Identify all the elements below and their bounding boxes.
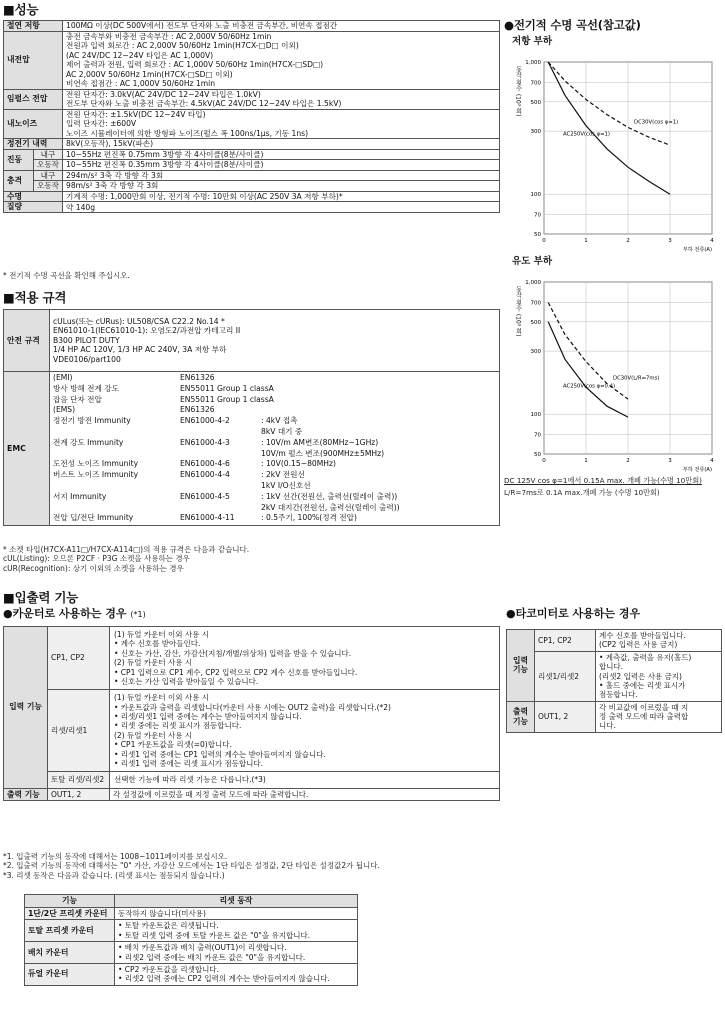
tacho-description	[596, 701, 722, 732]
spec-line: 충전 금속부와 비충전 금속부간 : AC 2,000V 50/60Hz 1min	[66, 31, 272, 41]
io-signal-name: 리셋/리셋1	[48, 690, 110, 772]
tacho-line: (CP2 입력은 사용 금지)	[599, 640, 678, 650]
io-line: (2) 듀얼 카운터 사용 시	[114, 730, 193, 740]
safety-line: EN61010-1(IEC61010-1): 오염도2/과전압 카테고리 II	[53, 326, 241, 336]
emc-name: (EMS)	[53, 405, 76, 415]
section-title-io: ■입출력 기능	[3, 590, 79, 605]
tacho-output-label: 출력 기능	[507, 701, 535, 732]
reset-line: • 토탈 카운트값은 리셋됩니다.	[118, 921, 219, 931]
spec-value: 10~55Hz 편진폭 0.75mm 3방향 각 4사이클(8분/사이클)	[63, 149, 500, 159]
tacho-table	[506, 629, 722, 733]
chart-xlabel: 부하 전류(A)	[682, 246, 712, 253]
chart-series-label: DC30V(cos φ=1)	[634, 119, 679, 126]
emc-row	[53, 513, 496, 524]
spec-line: 비연속 접점간 : AC 1,000V 50/60Hz 1min	[66, 79, 216, 89]
spec-value: 10~55Hz 편진폭 0.35mm 3방향 각 4사이클(8분/사이클)	[63, 160, 500, 170]
emc-standard	[180, 449, 261, 460]
spec-row	[4, 139, 500, 150]
emc-row	[53, 438, 496, 449]
emc-name: 방사 방해 전계 강도	[53, 383, 119, 393]
standards-table	[3, 309, 500, 526]
emc-value: : 1kV 선간(전원선, 출력선(릴레이 출력))	[261, 491, 398, 501]
emc-standard: EN61000-4-4	[180, 470, 230, 480]
io-signal-name: OUT1, 2	[48, 788, 110, 801]
emc-value: 2kV 대지간(전원선, 출력선(릴레이 출력))	[261, 502, 400, 512]
chart-ytick-label: 500	[530, 99, 541, 106]
emc-name: 정전기 방전 Immunity	[53, 416, 131, 426]
chart-ytick-label: 1,000	[525, 279, 541, 286]
tacho-line: 계수 신호를 받아들입니다.	[599, 631, 686, 640]
reset-table	[24, 894, 358, 986]
spec-line: 제어 출력과 전원, 입력 회로간 : AC 1,000V 50/60Hz 1min(H7CX-□SD□)	[66, 60, 324, 70]
spec-line: 8kV(오동작), 15kV(파손)	[66, 139, 154, 149]
reset-function: 1단/2단 프리셋 카운터	[25, 907, 115, 920]
counter-ref: (*1)	[130, 610, 146, 619]
chart-series-line	[548, 322, 628, 417]
io-line: (1) 듀얼 카운터 이외 사용 시	[114, 693, 209, 703]
spec-label: 충격	[4, 170, 34, 191]
emc-row	[53, 395, 496, 406]
reset-header-row	[25, 895, 358, 908]
chart-ytick-label: 700	[530, 300, 541, 307]
chart-xtick-label: 1	[584, 237, 588, 244]
io-line: • 계수 신호를 받아들인다.	[114, 639, 201, 649]
reset-line: • 리셋2 입력 중에는 CP2 입력의 계수는 받아들여지지 않습니다.	[118, 974, 330, 984]
chart-xtick-label: 1	[584, 457, 588, 464]
chart-section-title: ●전기적 수명 곡선(참고값)	[504, 18, 641, 32]
standards-notes	[3, 545, 249, 573]
emc-row	[53, 427, 496, 438]
tacho-line: • 계측값, 출력을 유지(홀드)	[599, 652, 692, 662]
chart-ytick-label: 100	[530, 192, 541, 199]
tacho-description	[596, 630, 722, 652]
emc-standard: EN61000-4-5	[180, 491, 230, 501]
spec-row	[4, 109, 500, 138]
io-line: • 신호는 가산 입력을 받아들일 수 있습니다.	[114, 676, 259, 686]
emc-name: 전압 딥/전단 Immunity	[53, 513, 134, 523]
emc-standard	[180, 503, 261, 514]
emc-name	[53, 427, 180, 438]
spec-line: AC 2,000V 50/60Hz 1min(H7CX-□SD□ 이외)	[66, 69, 233, 79]
spec-sublabel: 오동작	[34, 160, 63, 170]
io-line: (1) 듀얼 카운터 이외 사용 시	[114, 630, 209, 639]
io-line: • 카운트값과 출력을 리셋합니다(카운터 사용 시에는 OUT2 출력)을 리셋합니다.(*2)	[114, 702, 391, 712]
standards-note: cUR(Recognition): 상기 이외의 소켓을 사용하는 경우	[3, 563, 184, 573]
emc-name	[53, 503, 180, 514]
spec-label: 수명	[4, 191, 63, 202]
reset-line: • 배치 카운트값과 배치 출력(OUT1)이 리셋합니다.	[118, 943, 287, 953]
chart-title-resistive: 저항 부하	[512, 36, 553, 47]
emc-name: 서지 Immunity	[53, 491, 107, 501]
spec-label: 임펄스 전압	[4, 89, 63, 109]
tacho-line: 니다.	[599, 721, 616, 731]
tacho-signal-name: OUT1, 2	[535, 701, 596, 732]
tacho-line: • 홀드 중에는 리셋 표시가	[599, 680, 686, 690]
tacho-line: (리셋2 입력은 사용 금지)	[599, 671, 682, 681]
performance-table	[3, 20, 500, 213]
spec-line: 노이즈 시뮬레이터에 의한 방형파 노이즈(펄스 폭 100ns/1μs, 기동 1ns)	[66, 128, 309, 138]
emc-standard: EN55011 Group 1 classA	[180, 383, 274, 393]
emc-row	[53, 470, 496, 481]
chart-series-label: AC250V(cos φ=0.4)	[563, 383, 616, 390]
performance-note: * 전기적 수명 곡선을 확인해 주십시오.	[3, 271, 130, 280]
io-description	[110, 690, 500, 772]
counter-title	[3, 607, 146, 621]
spec-value	[63, 109, 500, 138]
emc-standard: EN61000-4-3	[180, 437, 230, 447]
chart-inductive-svg	[504, 268, 722, 480]
chart-xlabel: 부하 전류(A)	[682, 466, 712, 473]
emc-row	[53, 384, 496, 395]
spec-row	[4, 89, 500, 109]
spec-value: 294m/s² 3축 각 방향 각 3회	[63, 170, 500, 180]
chart-xtick-label: 4	[710, 457, 714, 464]
io-signal-name: 토탈 리셋/리셋2	[48, 772, 110, 788]
tacho-input-label: 입력 기능	[507, 630, 535, 702]
emc-value: 1kV I/O신호선	[261, 480, 311, 490]
output-function-label: 출력 기능	[4, 788, 48, 801]
chart-ytick-label: 50	[534, 231, 541, 238]
safety-label: 안전 규격	[4, 310, 50, 372]
spec-line: 전원 단자간: 3.0kV(AC 24V/DC 12~24V 타입은 1.0kV)	[66, 89, 261, 99]
tacho-line: 점등합니다.	[599, 690, 638, 700]
spec-line: 전원과 입력 회로간 : AC 2,000V 50/60Hz 1min(H7CX-□D□ 이외)	[66, 41, 299, 51]
emc-row	[53, 416, 496, 427]
emc-standard: EN55011 Group 1 classA	[180, 394, 274, 404]
io-note: *1. 입출력 기능의 동작에 대해서는 1008~1011페이지를 보십시오.	[3, 852, 228, 861]
counter-title-text: ●카운터로 사용하는 경우	[3, 607, 127, 620]
spec-sublabel: 오동작	[34, 181, 63, 191]
safety-line: VDE0106/part100	[53, 354, 121, 364]
tacho-row	[507, 701, 722, 732]
spec-line: 전도부 단자와 노출 비충전 금속부간: 4.5kV(AC 24V/DC 12~24V 타입은 1.5kV)	[66, 99, 342, 109]
chart-series-label: AC250V(cos φ=1)	[563, 131, 610, 138]
spec-line: (AC 24V/DC 12~24V 타입은 AC 1,000V)	[66, 50, 214, 60]
emc-standard: EN61326	[180, 405, 215, 415]
emc-value: : 2kV 전원선	[261, 470, 305, 480]
spec-row	[4, 170, 500, 180]
section-title-performance: ■성능	[3, 2, 39, 17]
emc-label: EMC	[4, 372, 50, 526]
chart-inductive	[504, 256, 722, 481]
tacho-title: ●타코미터로 사용하는 경우	[506, 607, 641, 620]
io-description: 각 설정값에 이르렀을 때 지정 출력 모드에 따라 출력합니다.	[110, 788, 500, 801]
chart-ytick-label: 100	[530, 412, 541, 419]
chart-xtick-label: 4	[710, 237, 714, 244]
reset-action	[115, 963, 358, 985]
chart-ytick-label: 70	[534, 432, 541, 439]
reset-line: 동작하지 않습니다(미사용)	[118, 908, 206, 918]
emc-value: 8kV 대기 중	[261, 426, 303, 436]
spec-row	[4, 160, 500, 170]
io-note: *2. 입출력 기능의 동작에 대해서는 "0" 가산, 가감산 모드에서는 1단 타입은 설정값, 2단 타입은 설정값2가 됩니다.	[3, 861, 380, 871]
spec-sublabel: 내구	[34, 170, 63, 180]
io-line: 선택한 기능에 따라 리셋 기능은 다릅니다.(*3)	[114, 775, 266, 785]
reset-function: 배치 카운터	[25, 942, 115, 964]
emc-row	[53, 405, 496, 416]
chart-ytick-label: 500	[530, 319, 541, 326]
spec-row	[4, 191, 500, 202]
reset-action	[115, 907, 358, 920]
chart-note-1: DC 125V cos φ=1에서 0.15A max. 개폐 가능(수명 10만회)	[504, 476, 702, 485]
io-row	[4, 690, 500, 772]
reset-row	[25, 963, 358, 985]
spec-value: 약 140g	[63, 202, 500, 213]
chart-ytick-label: 1,000	[525, 59, 541, 66]
emc-row	[53, 373, 496, 384]
chart-ytick-label: 300	[530, 129, 541, 136]
tacho-line: 합니다.	[599, 662, 624, 672]
emc-value: : 0.5주기, 100%(정격 전압)	[261, 513, 357, 523]
safety-cell	[50, 310, 500, 372]
spec-label: 진동	[4, 149, 34, 170]
io-line: • 리셋 중에는 리셋 표시가 점등합니다.	[114, 721, 242, 731]
emc-value: : 4kV 접촉	[261, 416, 298, 426]
spec-row	[4, 181, 500, 191]
emc-standard	[180, 427, 261, 438]
spec-line: 100MΩ 이상(DC 500V에서) 전도부 단자와 노출 비충전 금속부간, 비연속 접점간	[66, 21, 338, 31]
emc-value: 10V/m 펄스 변조(900MHz±5MHz)	[261, 448, 385, 458]
reset-action	[115, 942, 358, 964]
spec-value	[63, 21, 500, 32]
emc-name: (EMI)	[53, 373, 73, 382]
spec-row	[4, 31, 500, 89]
spec-value	[63, 31, 500, 89]
tacho-description	[596, 651, 722, 701]
spec-label: 절연 저항	[4, 21, 63, 32]
reset-header: 기능	[25, 895, 115, 908]
io-line: (2) 듀얼 카운터 사용 시	[114, 658, 193, 668]
tacho-line: 각 비교값에 이르렀을 때 지	[599, 702, 689, 712]
counter-table	[3, 626, 500, 801]
chart-ytick-label: 50	[534, 451, 541, 458]
reset-header: 리셋 동작	[115, 895, 358, 908]
emc-row	[53, 481, 496, 492]
chart-series-label: DC30V(L/R=7ms)	[613, 375, 660, 382]
spec-line: 입력 단자간: ±600V	[66, 119, 137, 129]
tacho-line: 정 출력 모드에 따라 출력합	[599, 712, 689, 721]
chart-ytick-label: 70	[534, 212, 541, 219]
emc-row	[53, 503, 496, 514]
io-notes	[3, 852, 380, 880]
io-line: • 리셋1 입력 중에는 CP1 입력의 계수는 받아들여지지 않습니다.	[114, 749, 326, 759]
reset-function: 듀얼 카운터	[25, 963, 115, 985]
io-line: • CP1 카운트값을 리셋(=0)합니다.	[114, 740, 232, 750]
emc-row	[53, 449, 496, 460]
spec-label: 내노이즈	[4, 109, 63, 138]
chart-xtick-label: 0	[542, 237, 546, 244]
reset-line: • 토탈 리셋 입력 중에 토탈 카운트 값은 "0"을 유지합니다.	[118, 930, 311, 940]
chart-title-inductive: 유도 부하	[512, 256, 553, 267]
emc-standard	[180, 481, 261, 492]
io-line: • 신호는 가산, 감산, 가감산(지침/개별/위상차) 입력을 받을 수 있습니다.	[114, 648, 352, 658]
input-function-label: 입력 기능	[4, 627, 48, 789]
tacho-row	[507, 630, 722, 652]
reset-line: • 리셋2 입력 중에는 배치 카운트 값은 "0"을 유지합니다.	[118, 952, 306, 962]
chart-xtick-label: 2	[626, 457, 630, 464]
emc-value: : 10V/m AM변조(80MHz~1GHz)	[261, 437, 379, 447]
chart-resistive-svg	[504, 48, 722, 260]
emc-row	[53, 492, 496, 503]
safety-line: 1/4 HP AC 120V, 1/3 HP AC 240V, 3A 저항 부하	[53, 345, 227, 355]
io-line: • 리셋/리셋1 입력 중에는 계수는 받아들여지지 않습니다.	[114, 712, 302, 721]
safety-line: cULus(또는 cURus): UL508/CSA C22.2 No.14 *	[53, 316, 225, 326]
spec-label: 내전압	[4, 31, 63, 89]
io-signal-name: CP1, CP2	[48, 627, 110, 690]
chart-ytick-label: 700	[530, 80, 541, 87]
spec-label: 정전기 내력	[4, 139, 63, 150]
tacho-signal-name: 리셋1/리셋2	[535, 651, 596, 701]
reset-row	[25, 920, 358, 942]
chart-note-2: L/R=7ms로 0.1A max.개폐 가능 (수명 10만회)	[504, 488, 660, 497]
spec-row	[4, 202, 500, 213]
emc-name: 전계 강도 Immunity	[53, 437, 124, 447]
io-row	[4, 627, 500, 690]
io-description	[110, 772, 500, 788]
io-note: *3. 리셋 동작은 다음과 같습니다. (리셋 표시는 점등되지 않습니다.)	[3, 870, 225, 880]
chart-xtick-label: 0	[542, 457, 546, 464]
tacho-signal-name: CP1, CP2	[535, 630, 596, 652]
spec-row	[4, 149, 500, 159]
io-line: • 리셋1 입력 중에는 리셋 표시가 점등합니다.	[114, 758, 264, 768]
emc-name: 버스트 노이즈 Immunity	[53, 470, 139, 480]
emc-row	[53, 459, 496, 470]
spec-label: 질량	[4, 202, 63, 213]
spec-value	[63, 139, 500, 150]
chart-ylabel: 동작 횟수 (10³ 회)	[514, 65, 522, 117]
spec-row	[4, 21, 500, 32]
chart-xtick-label: 3	[668, 237, 672, 244]
io-line: • CP1 입력으로 CP1 계수, CP2 입력으로 CP2 계수 신호를 받아들입니다.	[114, 667, 358, 677]
chart-ylabel: 동작 횟수 (10³ 회)	[514, 285, 522, 337]
emc-standard: EN61326	[180, 373, 215, 382]
emc-standard: EN61000-4-6	[180, 459, 230, 469]
chart-resistive	[504, 36, 722, 261]
chart-xtick-label: 3	[668, 457, 672, 464]
emc-name: 잡음 단자 전압	[53, 394, 102, 404]
reset-row	[25, 907, 358, 920]
spec-value: 기계적 수명: 1,000만회 이상, 전기적 수명: 10만회 이상(AC 250V 3A 저항 부하)*	[63, 191, 500, 202]
io-description	[110, 627, 500, 690]
spec-line: 전원 단자간: ±1.5kV(DC 12~24V 타입)	[66, 109, 206, 119]
section-title-standards: ■적용 규격	[3, 290, 67, 305]
emc-name	[53, 449, 180, 460]
reset-function: 토탈 프리셋 카운터	[25, 920, 115, 942]
standards-note: * 소켓 타입(H7CX-A11□/H7CX-A114□)의 적용 규격은 다음과 같습니다.	[3, 545, 250, 554]
spec-sublabel: 내구	[34, 149, 63, 159]
emc-standard: EN61000-4-2	[180, 416, 230, 426]
emc-value: : 10V(0.15~80MHz)	[261, 459, 336, 469]
standards-note: cUL(Listing): 오므론 P2CF · P3G 소켓을 사용하는 경우	[3, 554, 190, 564]
reset-line: • CP2 카운트값을 리셋합니다.	[118, 964, 219, 974]
emc-name: 도전성 노이즈 Immunity	[53, 459, 139, 469]
tacho-row	[507, 651, 722, 701]
spec-value: 98m/s² 3축 각 방향 각 3회	[63, 181, 500, 191]
emc-name	[53, 481, 180, 492]
io-row	[4, 772, 500, 788]
io-row	[4, 788, 500, 801]
spec-value	[63, 89, 500, 109]
reset-row	[25, 942, 358, 964]
safety-line: B300 PILOT DUTY	[53, 335, 120, 345]
chart-xtick-label: 2	[626, 237, 630, 244]
emc-cell	[50, 372, 500, 526]
emc-standard: EN61000-4-11	[180, 513, 235, 523]
chart-ytick-label: 300	[530, 349, 541, 356]
reset-action	[115, 920, 358, 942]
